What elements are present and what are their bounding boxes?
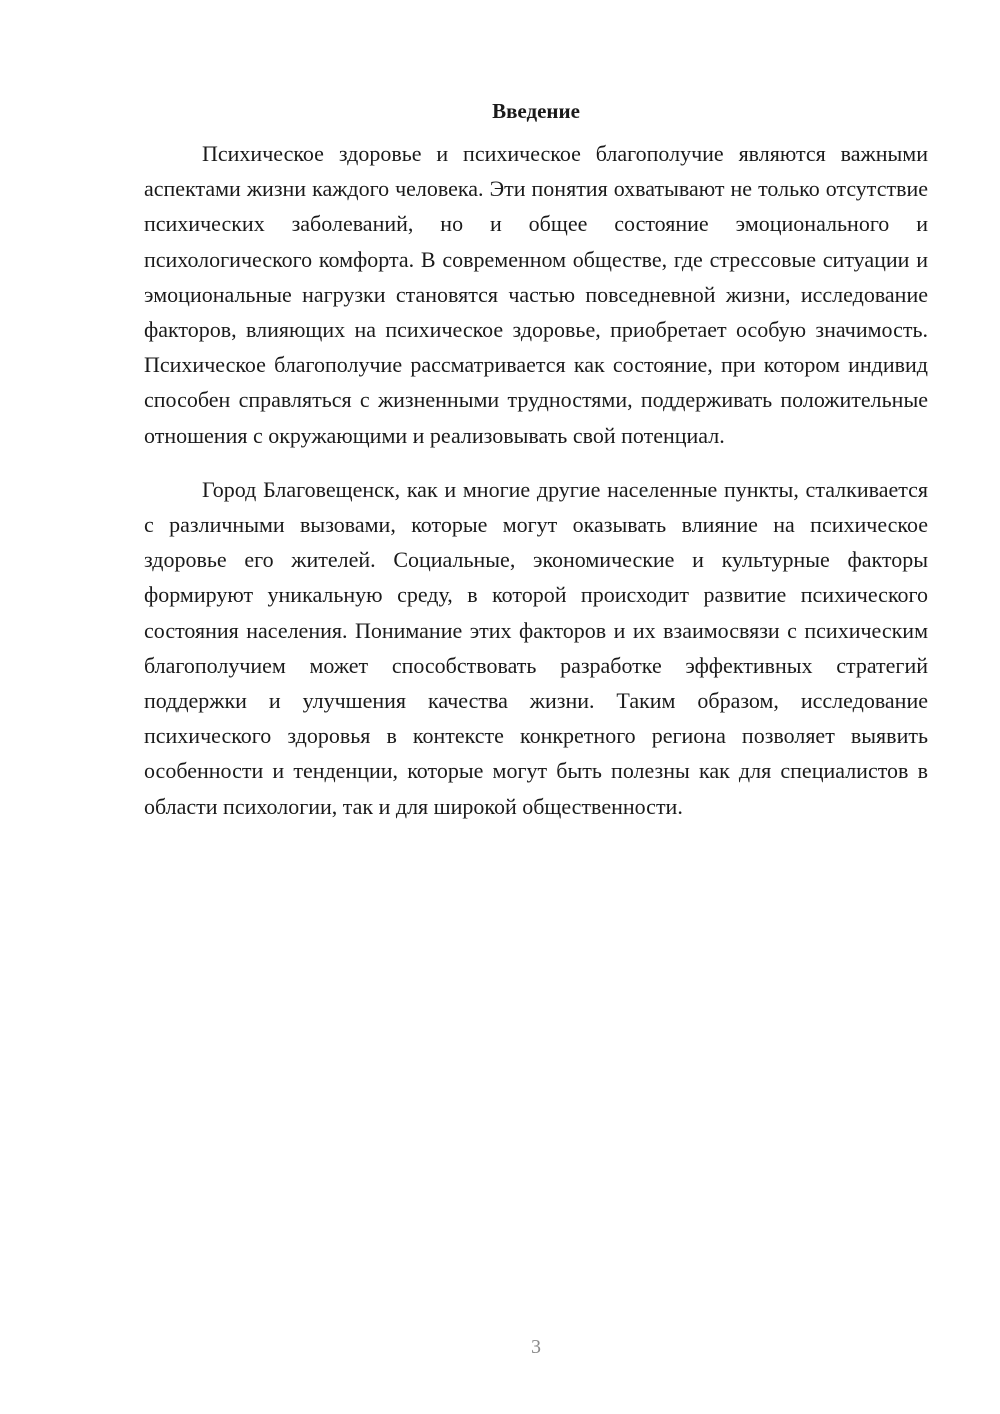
paragraph-1: Психическое здоровье и психическое благополучие являются важными аспектами жизни каждого человека. Эти понятия охватывают не только отсутствие психических заболеваний, но и общее состояние эмоционального и психологического комфорта. В современном обществе, где стрессовые ситуации и эмоциональные нагрузки становятся частью повседневной жизни, исследование факторов, влияющих на психическое здоровье, приобретает особую значимость. Психическое благополучие рассматривается как состояние, при котором индивид способен справляться с жизненными трудностями, поддерживать положительные отношения с окружающими и реализовывать свой потенциал. — [144, 141, 928, 448]
section-heading: Введение — [492, 99, 580, 123]
page-content — [144, 96, 928, 824]
page-number: 3 — [531, 1336, 541, 1358]
paragraph-2: Город Благовещенск, как и многие другие населенные пункты, сталкивается с различными вызовами, которые могут оказывать влияние на психическое здоровье его жителей. Социальные, экономические и культурные факторы формируют уникальную среду, в которой происходит развитие психического состояния населения. Понимание этих факторов и их взаимосвязи с психическим благополучием может способствовать разработке эффективных стратегий поддержки и улучшения качества жизни. Таким образом, исследование психического здоровья в контексте конкретного региона позволяет выявить особенности и тенденции, которые могут быть полезны как для специалистов в области психологии, так и для широкой общественности. — [144, 476, 928, 819]
